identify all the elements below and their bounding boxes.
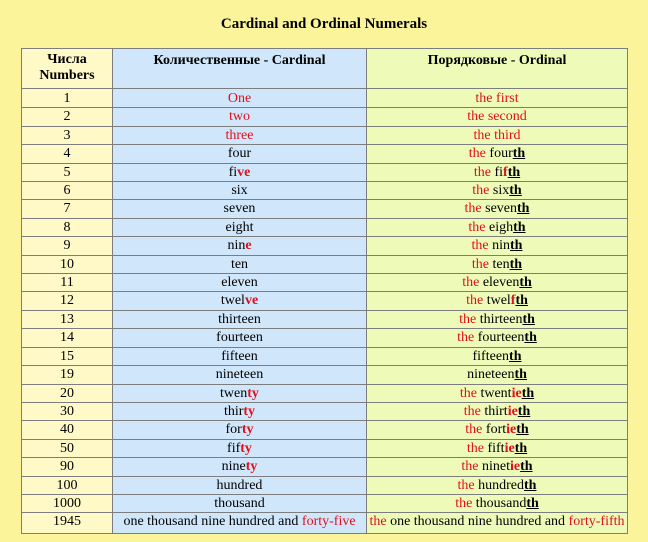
ordinal-cell: [367, 237, 628, 255]
cardinal-cell-segment: four: [227, 146, 252, 162]
ordinal-cell-segment: the: [468, 146, 490, 162]
ordinal-cell-segment: th: [520, 459, 533, 475]
table-row: [22, 384, 628, 402]
ordinal-cell: [367, 366, 628, 384]
ordinal-cell: [367, 347, 628, 365]
cardinal-cell: [113, 237, 367, 255]
ordinal-cell-segment: th: [514, 440, 528, 456]
ordinal-cell-segment: the: [462, 275, 483, 291]
ordinal-cell-segment: th: [509, 183, 522, 199]
ordinal-cell-segment: ie: [507, 403, 518, 419]
ordinal-cell-segment: th: [514, 367, 527, 383]
ordinal-cell-segment: f: [510, 293, 516, 309]
table-row: [22, 494, 628, 512]
cardinal-cell-segment: ty: [243, 403, 256, 419]
ordinal-cell-segment: hundred: [478, 477, 525, 493]
ordinal-cell-segment: th: [526, 495, 539, 511]
number-cell: 8: [22, 218, 113, 236]
cardinal-cell: [113, 218, 367, 236]
table-row: [22, 200, 628, 218]
ordinal-cell: [367, 182, 628, 200]
table-row: [22, 329, 628, 347]
cardinal-cell-segment: three: [225, 127, 254, 143]
table-row: [22, 237, 628, 255]
number-cell: 1000: [22, 494, 113, 512]
ordinal-cell-segment: the: [471, 238, 493, 254]
cardinal-cell-segment: ty: [245, 459, 258, 475]
ordinal-cell-segment: the: [463, 403, 485, 419]
ordinal-cell: [367, 89, 628, 108]
header-numbers-label: Числа Numbers: [39, 52, 95, 83]
cardinal-cell: [113, 200, 367, 218]
cardinal-cell-segment: e: [245, 238, 252, 254]
table-row: [22, 310, 628, 328]
ordinal-cell-segment: the: [457, 330, 478, 346]
table-row: [22, 255, 628, 273]
ordinal-cell-segment: nin: [492, 238, 511, 254]
table-row: [22, 126, 628, 144]
ordinal-cell-segment: th: [512, 146, 526, 162]
ordinal-cell: [367, 310, 628, 328]
cardinal-cell-segment: One: [227, 91, 252, 106]
ordinal-cell-segment: the: [457, 477, 479, 493]
cardinal-cell-segment: hundred: [216, 477, 263, 493]
numerals-table: [21, 48, 628, 534]
ordinal-cell-segment: the: [472, 183, 493, 199]
ordinal-cell-segment: the: [369, 514, 391, 530]
ordinal-cell-segment: th: [524, 330, 537, 346]
cardinal-cell: [113, 89, 367, 108]
ordinal-cell-segment: the: [461, 459, 483, 475]
ordinal-cell: [367, 458, 628, 476]
cardinal-cell-segment: for: [225, 422, 242, 438]
number-cell: 30: [22, 402, 113, 420]
table-row: [22, 476, 628, 494]
header-numbers: [22, 49, 113, 89]
number-cell: 6: [22, 182, 113, 200]
ordinal-cell-segment: thirt: [484, 403, 508, 419]
ordinal-cell: [367, 108, 628, 126]
cardinal-cell-segment: fif: [227, 440, 241, 456]
cardinal-cell: [113, 274, 367, 292]
number-cell: 50: [22, 439, 113, 457]
ordinal-cell-segment: eigh: [489, 219, 514, 235]
ordinal-cell-segment: ie: [511, 385, 522, 401]
number-cell: 20: [22, 384, 113, 402]
ordinal-cell-segment: the: [466, 440, 488, 456]
ordinal-cell: [367, 384, 628, 402]
table-row: [22, 421, 628, 439]
ordinal-cell: [367, 439, 628, 457]
cardinal-cell: [113, 402, 367, 420]
number-cell: 11: [22, 274, 113, 292]
cardinal-cell-segment: nineteen: [215, 367, 264, 383]
ordinal-cell-segment: eleven: [482, 275, 520, 291]
number-cell: 7: [22, 200, 113, 218]
cardinal-cell: [113, 292, 367, 310]
cardinal-cell-segment: ve: [237, 164, 251, 180]
ordinal-cell: [367, 494, 628, 512]
page-title: Cardinal and Ordinal Numerals: [220, 16, 428, 32]
cardinal-cell-segment: ty: [240, 440, 252, 456]
ordinal-cell-segment: ninet: [482, 459, 511, 475]
ordinal-cell-segment: th: [507, 164, 521, 180]
ordinal-cell: [367, 163, 628, 181]
ordinal-cell-segment: the: [455, 495, 476, 511]
cardinal-cell-segment: ve: [244, 293, 259, 309]
table-row: [22, 347, 628, 365]
ordinal-cell: [367, 476, 628, 494]
cardinal-cell-segment: two: [229, 109, 250, 125]
ordinal-cell: [367, 126, 628, 144]
ordinal-cell: [367, 274, 628, 292]
cardinal-cell-segment: seven: [223, 201, 256, 217]
ordinal-cell-segment: the: [465, 422, 486, 438]
ordinal-cell: [367, 329, 628, 347]
table-row: [22, 163, 628, 181]
ordinal-cell-segment: th: [517, 201, 530, 217]
ordinal-cell: [367, 255, 628, 273]
ordinal-cell-segment: the: [464, 201, 486, 217]
ordinal-cell-segment: the: [459, 311, 480, 327]
number-cell: 19: [22, 366, 113, 384]
ordinal-cell-segment: thirteen: [479, 311, 523, 327]
ordinal-cell-segment: six: [492, 183, 510, 199]
number-cell: 90: [22, 458, 113, 476]
ordinal-cell-segment: the third: [473, 127, 521, 143]
table-row: [22, 402, 628, 420]
cardinal-cell: [113, 458, 367, 476]
number-cell: 3: [22, 126, 113, 144]
cardinal-cell-segment: fourteen: [216, 330, 263, 346]
ordinal-cell-segment: ie: [510, 459, 521, 475]
ordinal-cell-segment: four: [489, 146, 513, 162]
cardinal-cell: [113, 513, 367, 533]
cardinal-cell-segment: nin: [227, 238, 246, 254]
table-row: [22, 366, 628, 384]
cardinal-cell-segment: fi: [228, 164, 238, 180]
cardinal-cell-segment: ten: [230, 256, 249, 272]
ordinal-cell-segment: fifteen: [472, 348, 510, 364]
ordinal-cell-segment: the: [468, 219, 490, 235]
table-row: [22, 89, 628, 108]
ordinal-cell: [367, 421, 628, 439]
number-cell: 4: [22, 145, 113, 163]
cardinal-cell: [113, 145, 367, 163]
cardinal-cell-segment: eleven: [221, 275, 258, 291]
table-row: [22, 513, 628, 533]
ordinal-cell-segment: the first: [475, 91, 519, 106]
cardinal-cell: [113, 329, 367, 347]
ordinal-cell-segment: th: [510, 238, 523, 254]
cardinal-cell-segment: eight: [225, 219, 254, 235]
cardinal-cell-segment: ty: [241, 422, 254, 438]
number-cell: 100: [22, 476, 113, 494]
cardinal-cell-segment: ty: [247, 385, 259, 401]
cardinal-cell-segment: forty-five: [301, 514, 356, 530]
cardinal-cell: [113, 163, 367, 181]
number-cell: 9: [22, 237, 113, 255]
table-header-row: [22, 49, 628, 89]
ordinal-cell-segment: twent: [480, 385, 512, 401]
cardinal-cell: [113, 384, 367, 402]
cardinal-cell: [113, 439, 367, 457]
table-body: [22, 89, 628, 534]
ordinal-cell: [367, 292, 628, 310]
ordinal-cell-segment: th: [519, 275, 532, 291]
cardinal-cell: [113, 255, 367, 273]
ordinal-cell-segment: one thousand nine hundred and: [390, 514, 569, 530]
cardinal-cell-segment: six: [231, 183, 248, 199]
table-row: [22, 108, 628, 126]
ordinal-cell-segment: th: [513, 219, 526, 235]
cardinal-cell-segment: nine: [221, 459, 246, 475]
number-cell: 40: [22, 421, 113, 439]
table-row: [22, 145, 628, 163]
table-row: [22, 182, 628, 200]
ordinal-cell: [367, 218, 628, 236]
ordinal-cell-segment: th: [509, 256, 523, 272]
cardinal-cell-segment: thousand: [214, 495, 265, 511]
ordinal-cell-segment: ie: [504, 440, 515, 456]
ordinal-cell-segment: thousand: [475, 495, 527, 511]
number-cell: 10: [22, 255, 113, 273]
ordinal-cell-segment: f: [503, 164, 508, 180]
table-row: [22, 458, 628, 476]
header-cardinal: Количественные - Cardinal: [113, 49, 367, 89]
table-row: [22, 292, 628, 310]
ordinal-cell-segment: ie: [506, 422, 517, 438]
table-row: [22, 218, 628, 236]
ordinal-cell-segment: th: [509, 348, 522, 364]
cardinal-cell-segment: twen: [220, 385, 248, 401]
cardinal-cell: [113, 494, 367, 512]
ordinal-cell-segment: fourteen: [477, 330, 525, 346]
cardinal-cell-segment: twel: [220, 293, 245, 309]
number-cell: 15: [22, 347, 113, 365]
ordinal-cell: [367, 200, 628, 218]
ordinal-cell-segment: th: [517, 403, 531, 419]
cardinal-cell: [113, 421, 367, 439]
ordinal-cell-segment: ten: [492, 256, 510, 272]
number-cell: 1945: [22, 513, 113, 533]
ordinal-cell: [367, 513, 628, 533]
number-cell: 5: [22, 163, 113, 181]
cardinal-cell: [113, 366, 367, 384]
ordinal-cell-segment: the: [473, 164, 495, 180]
ordinal-cell-segment: th: [515, 293, 528, 309]
ordinal-cell-segment: fi: [494, 164, 504, 180]
cardinal-cell-segment: one thousand nine hundred and: [123, 514, 302, 530]
ordinal-cell-segment: th: [524, 477, 537, 493]
ordinal-cell-segment: the second: [467, 109, 527, 125]
number-cell: 13: [22, 310, 113, 328]
table-row: [22, 274, 628, 292]
ordinal-cell-segment: the: [471, 256, 493, 272]
cardinal-cell-segment: thirteen: [218, 311, 261, 327]
ordinal-cell-segment: fift: [487, 440, 505, 456]
number-cell: 1: [22, 89, 113, 108]
header-ordinal: Порядковые - Ordinal: [367, 49, 628, 89]
table-row: [22, 439, 628, 457]
ordinal-cell-segment: nineteen: [467, 367, 515, 383]
number-cell: 12: [22, 292, 113, 310]
cardinal-cell: [113, 182, 367, 200]
cardinal-cell: [113, 476, 367, 494]
ordinal-cell-segment: the: [459, 385, 481, 401]
ordinal-cell-segment: th: [521, 385, 535, 401]
ordinal-cell-segment: twel: [486, 293, 511, 309]
cardinal-cell: [113, 347, 367, 365]
cardinal-cell: [113, 310, 367, 328]
cardinal-cell-segment: fifteen: [221, 348, 258, 364]
cardinal-cell: [113, 126, 367, 144]
ordinal-cell-segment: th: [516, 422, 529, 438]
ordinal-cell-segment: forty-fifth: [568, 514, 625, 530]
ordinal-cell: [367, 145, 628, 163]
ordinal-cell-segment: fort: [485, 422, 507, 438]
cardinal-cell: [113, 108, 367, 126]
ordinal-cell-segment: the: [466, 293, 487, 309]
ordinal-cell: [367, 402, 628, 420]
number-cell: 2: [22, 108, 113, 126]
number-cell: 14: [22, 329, 113, 347]
cardinal-cell-segment: thir: [223, 403, 244, 419]
ordinal-cell-segment: seven: [485, 201, 518, 217]
ordinal-cell-segment: th: [522, 311, 535, 327]
